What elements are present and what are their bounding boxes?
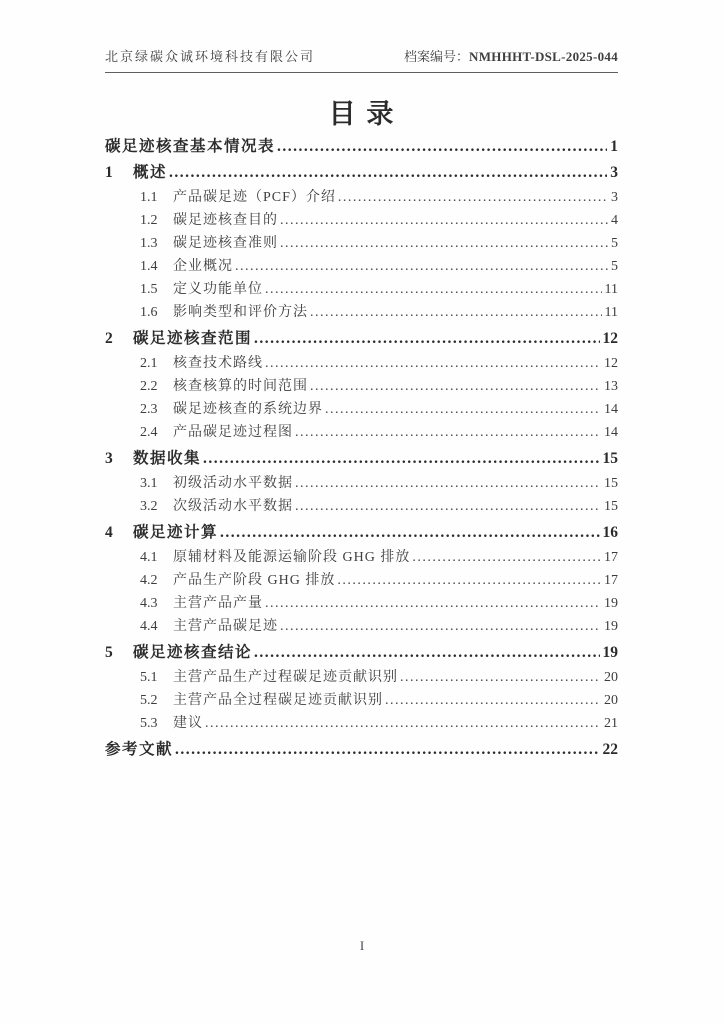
toc-entry[interactable]	[105, 135, 618, 158]
dot-leader	[280, 209, 608, 232]
toc-entry-label: 碳足迹核查结论	[133, 644, 253, 661]
toc-entry-label: 建议	[173, 716, 203, 731]
toc-entry[interactable]	[105, 546, 618, 569]
dot-leader	[254, 327, 599, 350]
dot-leader	[265, 592, 601, 615]
toc-entry-label: 参考文献	[105, 741, 174, 758]
dot-leader	[205, 712, 601, 735]
dot-leader	[235, 255, 608, 278]
dot-leader	[295, 495, 601, 518]
toc-entry-label: 碳足迹核查的系统边界	[173, 402, 323, 417]
toc-entry-label: 概述	[133, 164, 168, 181]
toc-entry[interactable]	[105, 495, 618, 518]
toc-entry-number: 5.1	[140, 670, 158, 685]
toc-entry[interactable]	[105, 352, 618, 375]
dot-leader	[265, 278, 602, 301]
toc-entry[interactable]	[105, 569, 618, 592]
dot-leader	[338, 186, 608, 209]
toc-entry[interactable]	[105, 421, 618, 444]
toc-entry[interactable]	[105, 186, 618, 209]
dot-leader	[295, 421, 601, 444]
toc-entry-page: 15	[604, 476, 618, 491]
toc-entry-number: 2.2	[140, 379, 158, 394]
toc-entry[interactable]	[105, 615, 618, 638]
toc-entry[interactable]	[105, 398, 618, 421]
toc-entry[interactable]	[105, 161, 618, 184]
toc-entry-page: 5	[611, 259, 618, 274]
toc-entry-page: 13	[604, 379, 618, 394]
toc-entry-label: 碳足迹计算	[133, 524, 219, 541]
dot-leader	[254, 641, 599, 664]
toc-entry-page: 15	[602, 450, 618, 467]
toc-entry-number: 2	[105, 330, 113, 347]
toc-entry-number: 1	[105, 164, 113, 181]
toc-entry-number: 5.2	[140, 693, 158, 708]
toc-entry-number: 5	[105, 644, 113, 661]
toc-entry-number: 5.3	[140, 716, 158, 731]
toc-entry[interactable]	[105, 327, 618, 350]
toc-entry-page: 1	[610, 138, 618, 155]
toc-entry[interactable]	[105, 689, 618, 712]
toc-entry-label: 原辅材料及能源运输阶段 GHG 排放	[173, 550, 411, 565]
toc-entry-page: 20	[604, 693, 618, 708]
page-header	[105, 46, 618, 73]
dot-leader	[325, 398, 601, 421]
toc-entry-page: 19	[604, 596, 618, 611]
toc-entry[interactable]	[105, 666, 618, 689]
toc-entry-number: 4.3	[140, 596, 158, 611]
toc-entry-label: 产品碳足迹（PCF）介绍	[173, 190, 336, 205]
toc-entry-label: 主营产品碳足迹	[173, 619, 278, 634]
toc-entry-page: 3	[611, 190, 618, 205]
toc-entry-number: 3.1	[140, 476, 158, 491]
toc-entry[interactable]	[105, 447, 618, 470]
toc-entry[interactable]	[105, 521, 618, 544]
toc-entry-label: 主营产品生产过程碳足迹贡献识别	[173, 670, 398, 685]
toc-entry-label: 产品生产阶段 GHG 排放	[173, 573, 336, 588]
dot-leader	[337, 569, 601, 592]
toc-entry-label: 核查技术路线	[173, 356, 263, 371]
toc-entry-page: 16	[602, 524, 618, 541]
toc-entry-page: 15	[604, 499, 618, 514]
toc-entry-label: 企业概况	[173, 259, 233, 274]
dot-leader	[412, 546, 601, 569]
toc-entry-page: 11	[604, 282, 618, 297]
toc-entry-label: 碳足迹核查范围	[133, 330, 253, 347]
toc-entry-number: 1.2	[140, 213, 158, 228]
toc-entry-number: 2.1	[140, 356, 158, 371]
dot-leader	[220, 521, 599, 544]
toc-entry-page: 12	[602, 330, 618, 347]
dot-leader	[203, 447, 599, 470]
dot-leader	[175, 738, 599, 761]
toc-entry-page: 17	[604, 573, 618, 588]
dot-leader	[280, 232, 608, 255]
toc-entry-page: 3	[610, 164, 618, 181]
dot-leader	[400, 666, 601, 689]
toc-entry-page: 5	[611, 236, 618, 251]
toc-entry-page: 19	[602, 644, 618, 661]
dot-leader	[280, 615, 601, 638]
toc-entry-page: 4	[611, 213, 618, 228]
toc-entry-number: 2.4	[140, 425, 158, 440]
toc-entry-label: 数据收集	[133, 450, 202, 467]
dot-leader	[310, 375, 601, 398]
toc-entry-number: 1.4	[140, 259, 158, 274]
toc-entry-page: 14	[604, 425, 618, 440]
toc-entry-page: 11	[604, 305, 618, 320]
dot-leader	[265, 352, 601, 375]
toc-entry[interactable]	[105, 712, 618, 735]
toc-entry-label: 定义功能单位	[173, 282, 263, 297]
toc-entry[interactable]	[105, 375, 618, 398]
toc-entry-page: 21	[604, 716, 618, 731]
toc-entry-number: 1.3	[140, 236, 158, 251]
toc-entry-label: 初级活动水平数据	[173, 476, 293, 491]
toc-entry-label: 碳足迹核查基本情况表	[105, 138, 276, 155]
toc-entry-label: 主营产品产量	[173, 596, 263, 611]
toc-entry-number: 1.5	[140, 282, 158, 297]
toc-entry[interactable]	[105, 209, 618, 232]
toc-entry-number: 1.1	[140, 190, 158, 205]
archive-number	[404, 46, 618, 65]
toc-entry-page: 22	[602, 741, 618, 758]
toc-entry-number: 4	[105, 524, 113, 541]
toc-entry-label: 次级活动水平数据	[173, 499, 293, 514]
toc-entry-label: 核查核算的时间范围	[173, 379, 308, 394]
archive-number-label: 档案编号：	[404, 49, 470, 64]
toc-entry-page: 20	[604, 670, 618, 685]
dot-leader	[385, 689, 601, 712]
toc-entry[interactable]	[105, 278, 618, 301]
toc-entry-label: 碳足迹核查准则	[173, 236, 278, 251]
toc-entry[interactable]	[105, 641, 618, 664]
toc-entry-page: 12	[604, 356, 618, 371]
toc-entry[interactable]	[105, 232, 618, 255]
toc-entry[interactable]	[105, 472, 618, 495]
toc-entry-number: 3	[105, 450, 113, 467]
toc-entry-label: 碳足迹核查目的	[173, 213, 278, 228]
toc-entry-page: 14	[604, 402, 618, 417]
toc-entry-page: 17	[604, 550, 618, 565]
toc-entry-label: 产品碳足迹过程图	[173, 425, 293, 440]
toc-entry-number: 1.6	[140, 305, 158, 320]
toc-entry[interactable]	[105, 738, 618, 761]
toc-entry-page: 19	[604, 619, 618, 634]
toc-entry-number: 4.1	[140, 550, 158, 565]
page-number: I	[359, 938, 365, 953]
archive-number-value: NMHHHT-DSL-2025-044	[469, 49, 618, 64]
toc-entry-number: 3.2	[140, 499, 158, 514]
toc-entry-number: 4.2	[140, 573, 158, 588]
toc-entry[interactable]	[105, 592, 618, 615]
dot-leader	[277, 135, 607, 158]
dot-leader	[169, 161, 607, 184]
dot-leader	[310, 301, 602, 324]
toc-entry[interactable]	[105, 301, 618, 324]
toc-entry-label: 影响类型和评价方法	[173, 305, 308, 320]
company-name: 北京绿碳众诚环境科技有限公司	[105, 49, 316, 64]
toc-entry[interactable]	[105, 255, 618, 278]
toc-entry-label: 主营产品全过程碳足迹贡献识别	[173, 693, 383, 708]
dot-leader	[295, 472, 601, 495]
table-of-contents	[105, 132, 618, 763]
page-title: 目 录	[328, 99, 396, 129]
toc-entry-number: 4.4	[140, 619, 158, 634]
toc-entry-number: 2.3	[140, 402, 158, 417]
